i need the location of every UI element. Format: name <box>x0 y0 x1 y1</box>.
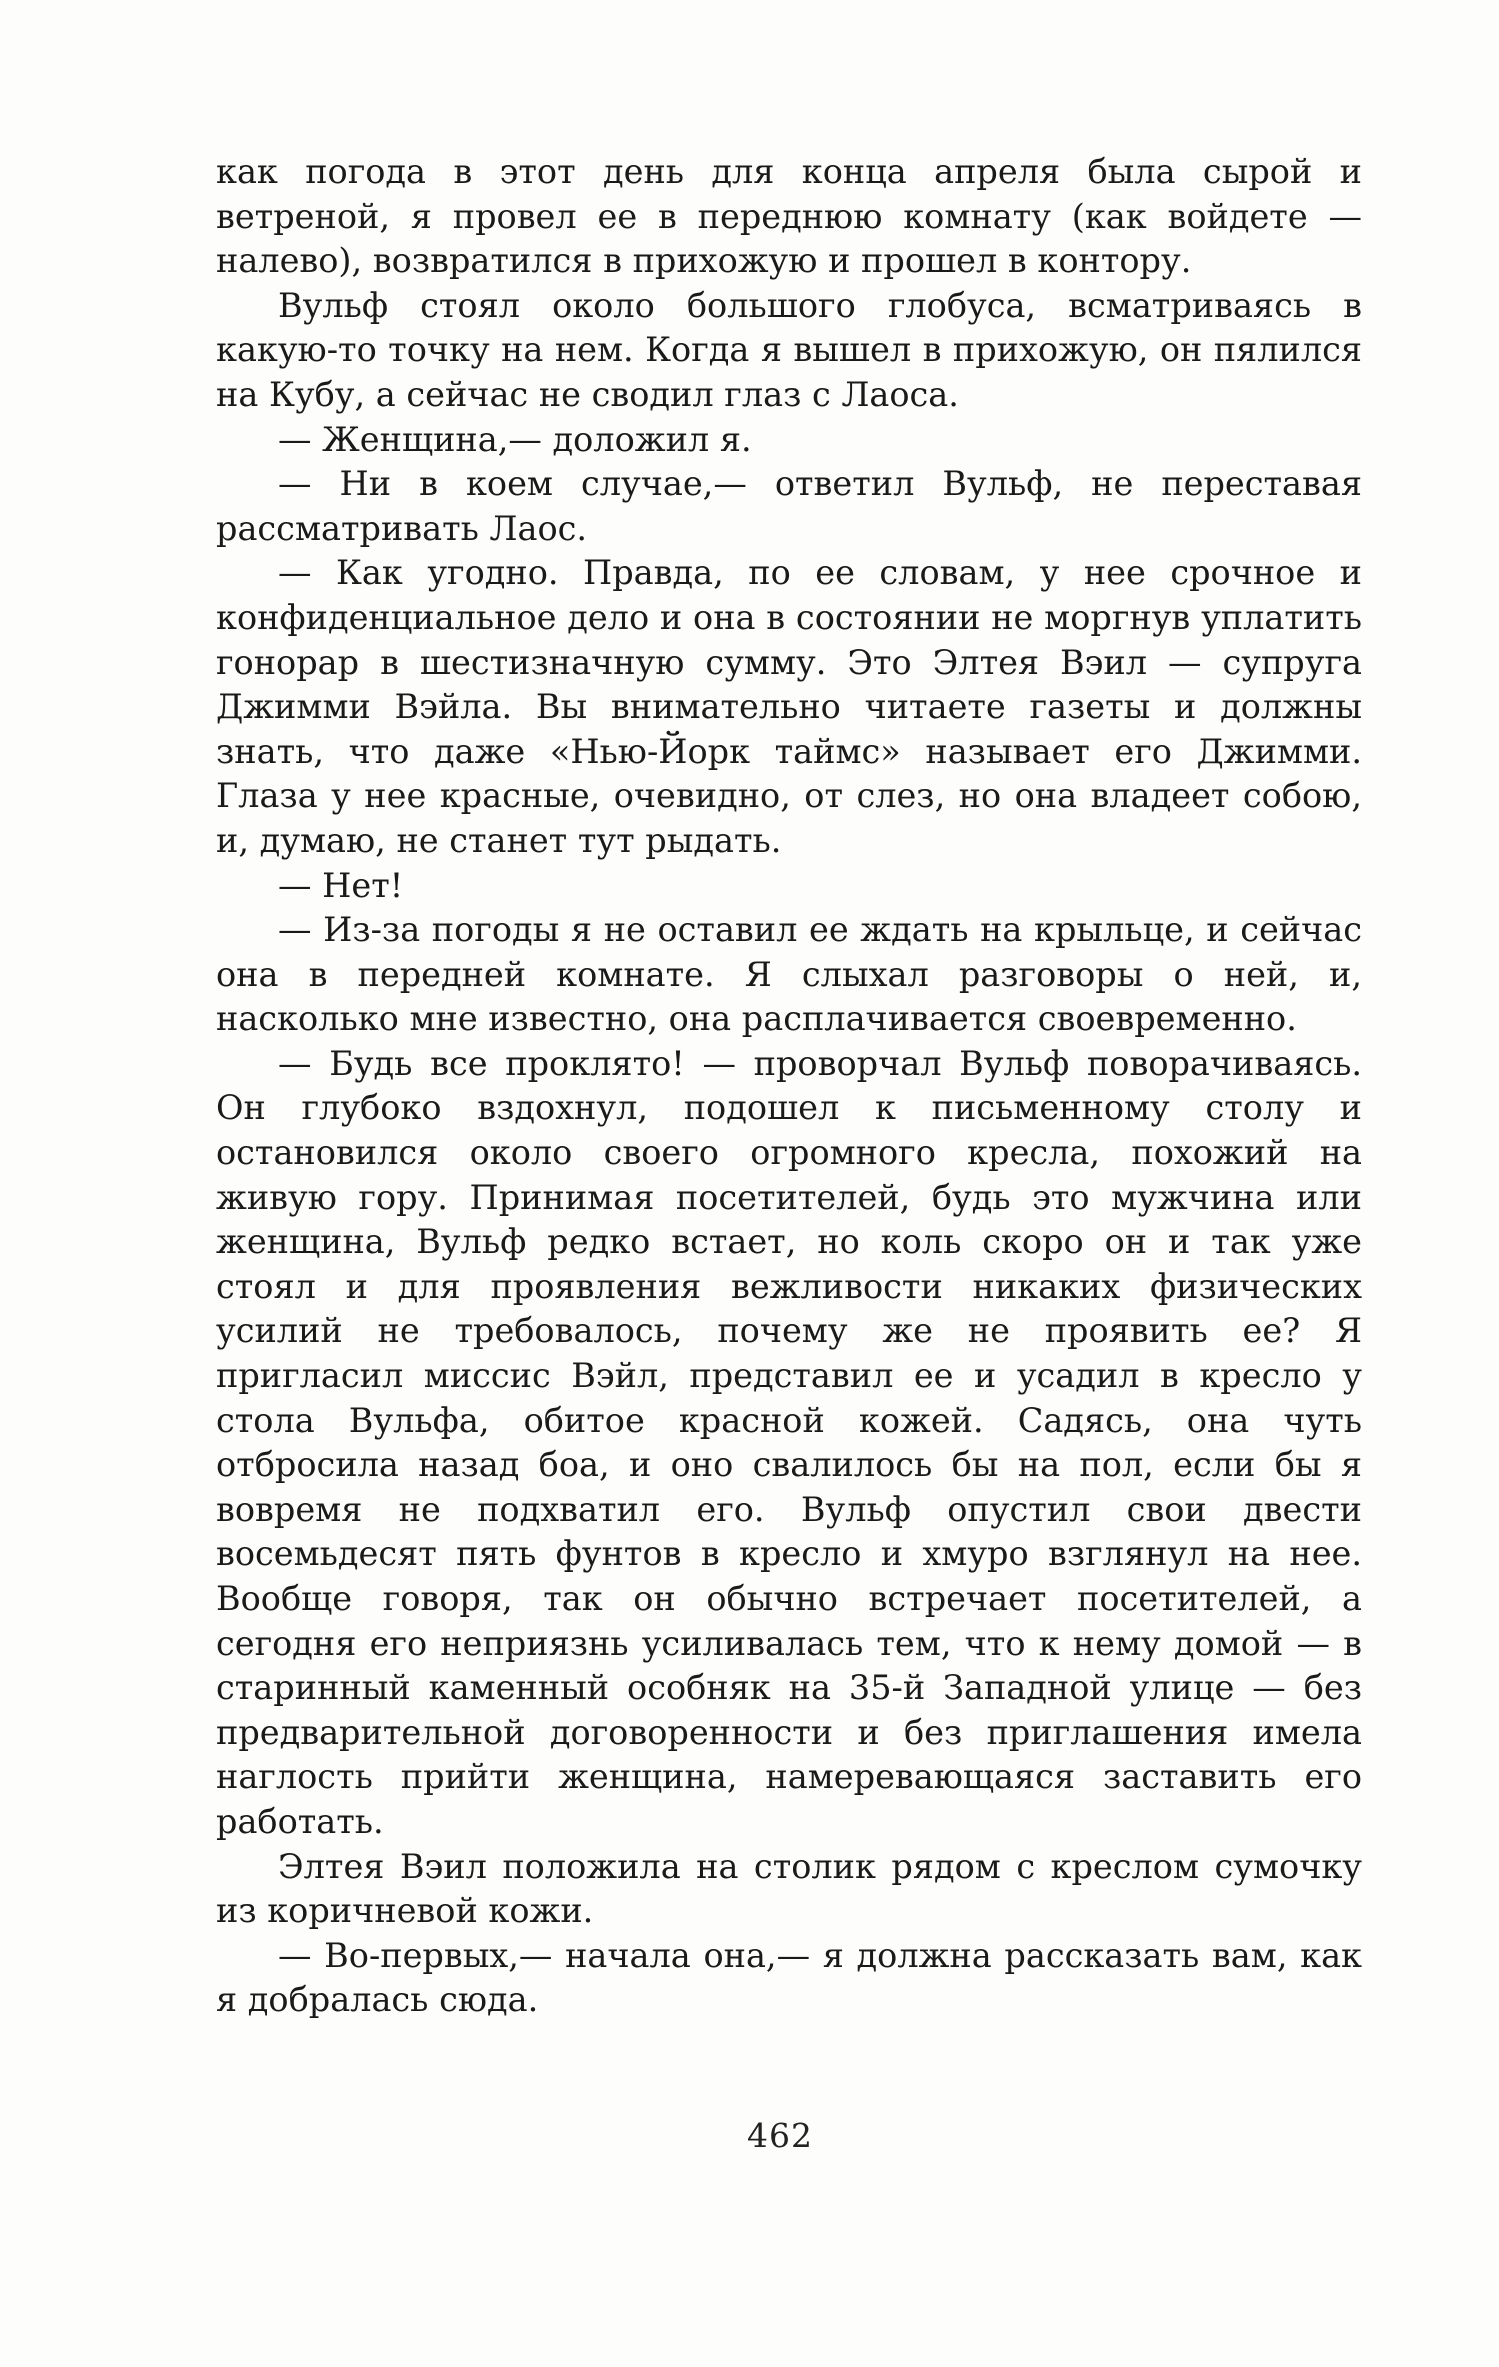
paragraph-9: Элтея Вэил положила на столик рядом с креслом сумочку из коричневой кожи. <box>216 1846 1362 1931</box>
paragraph-2: Вульф стоял около большого глобуса, всматриваясь в какую-то точку на нем. Когда я вышел в прихожую, он пялился на Кубу, а сейчас не сводил глаз с Лаоса. <box>216 285 1362 414</box>
paragraph-1: как погода в этот день для конца апреля была сырой и ветреной, я провел ее в переднюю комнату (как войдете — налево), возвратился в прихожую и прошел в контору. <box>216 152 1362 281</box>
paragraph-10: — Во-первых,— начала она,— я должна рассказать вам, как я добралась сюда. <box>216 1935 1362 2020</box>
page-number: 462 <box>747 2116 813 2155</box>
paragraph-7: — Из-за погоды я не оставил ее ждать на крыльце, и сейчас она в передней комнате. Я слыхал разговоры о ней, и, насколько мне известно, она расплачивается своевременно. <box>216 910 1362 1039</box>
paragraph-6: — Нет! <box>278 865 404 905</box>
paragraph-3: — Женщина,— доложил я. <box>278 419 752 459</box>
paragraph-4: — Ни в коем случае,— ответил Вульф, не переставая рассматривать Лаос. <box>216 464 1362 548</box>
paragraph-5: — Как угодно. Правда, по ее словам, у нее срочное и конфиденциальное дело и она в состоянии не моргнув уплатить гонорар в шестизначную сумму. Это Элтея Вэил — супруга Джимми Вэйла. Вы внимательно читаете газеты и должны знать, что даже «Нью-Йорк таймс» называет его Джимми. Глаза у нее красные, очевидно, от слез, но она владеет собою, и, думаю, не станет тут рыдать. <box>216 553 1362 860</box>
page-body-text <box>216 150 1362 2023</box>
paragraph-8: — Будь все проклято! — проворчал Вульф поворачиваясь. Он глубоко вздохнул, подошел к письменному столу и остановился около своего огромного кресла, похожий на живую гору. Принимая посетителей, будь это мужчина или женщина, Вульф редко встает, но коль скоро он и так уже стоял и для проявления вежливости никаких физических усилий не требовалось, почему же не проявить ее? Я пригласил миссис Вэйл, представил ее и усадил в кресло у стола Вульфа, обитое красной кожей. Садясь, она чуть отбросила назад боа, и оно свалилось бы на пол, если бы я вовремя не подхватил его. Вульф опустил свои двести восемьдесят пять фунтов в кресло и хмуро взглянул на нее. Вообще говоря, так он обычно встречает посетителей, а сегодня его неприязнь усиливалась тем, что к нему домой — в старинный каменный особняк на 35-й Западной улице — без предварительной договоренности и без приглашения имела наглость прийти женщина, намеревающаяся заставить его работать. <box>216 1043 1362 1841</box>
